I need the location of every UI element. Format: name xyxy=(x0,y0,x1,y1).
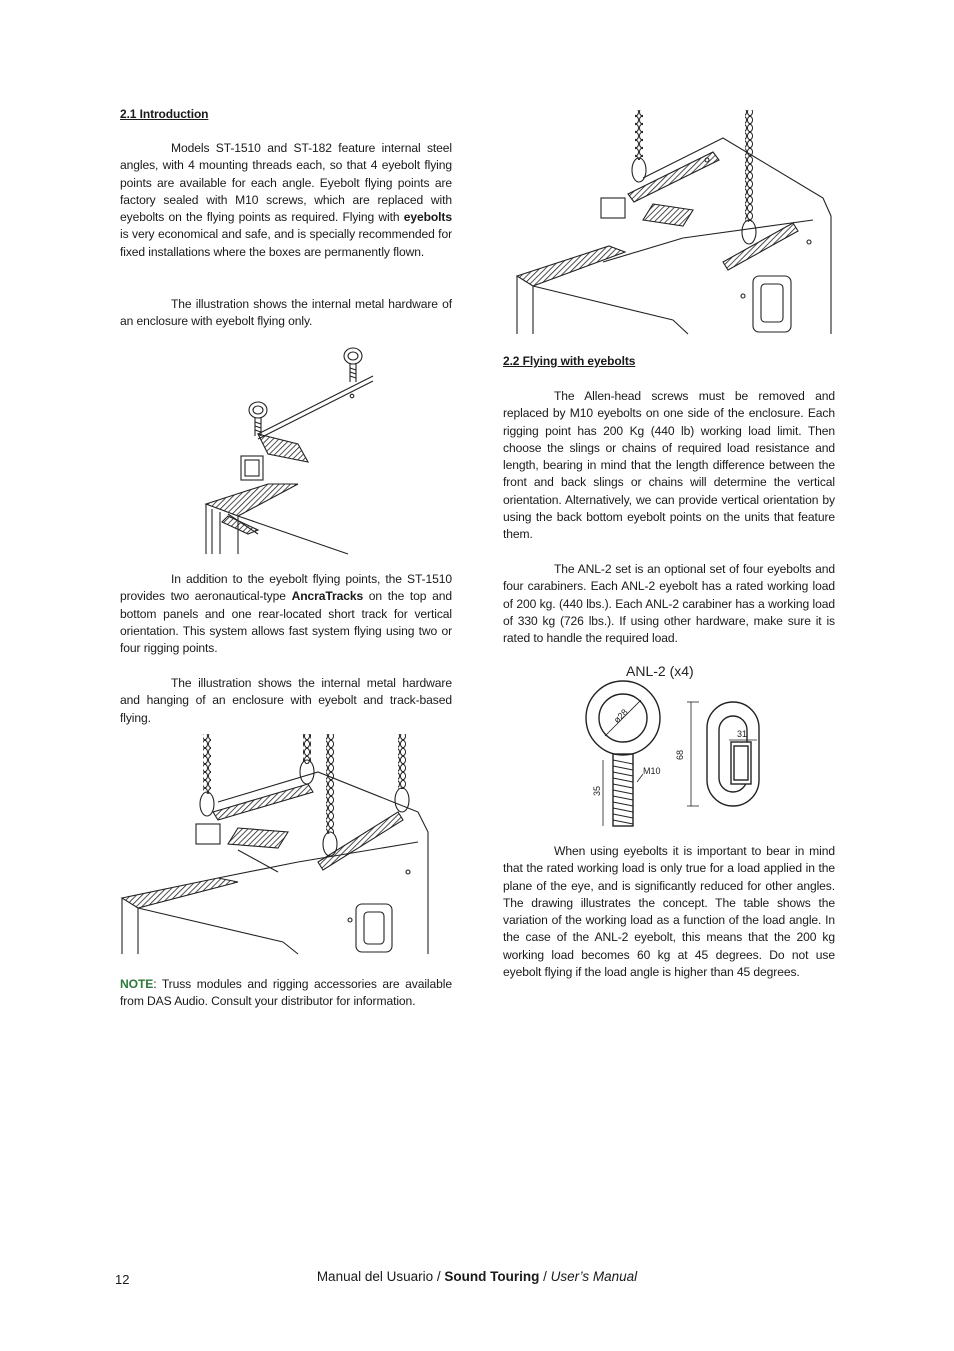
dim-thread: M10 xyxy=(643,766,661,776)
intro-paragraph-2: The illustration shows the internal metal hardware of an enclosure with eyebolt flying only. xyxy=(120,297,452,329)
track-flying-illustration xyxy=(118,732,438,958)
intro-paragraph-1: Models ST-1510 and ST-182 feature internal steel angles, with 4 mounting threads each, so that 4 eyebolt flying points are available for each angle. Eyebolt flying points are factory sealed with M10 screws, which are replaced with eyebolts on the flying points as required. Flying with eyebolts is very economical and safe, and is specially recommended for fixed installations where the boxes are permanently flown. xyxy=(120,141,452,259)
intro-paragraph-4: The illustration shows the internal metal hardware and hanging of an enclosure with eyebolt and track-based flying. xyxy=(120,676,452,725)
intro-paragraph-3: In addition to the eyebolt flying points, the ST-1510 provides two aeronautical-type AncraTracks on the top and bottom panels and one rear-located short track for vertical orientation. This system allows fast system flying using two or four rigging points. xyxy=(120,572,452,656)
page-number: 12 xyxy=(115,1272,130,1287)
section-heading-introduction: 2.1 Introduction xyxy=(120,107,209,121)
anl2-title: ANL-2 (x4) xyxy=(626,663,694,679)
dim-shank: 35 xyxy=(592,785,602,796)
dim-width: 31 xyxy=(737,729,748,739)
eyebolt-chain-flying-illustration xyxy=(513,108,833,336)
flying-paragraph-2: The ANL-2 set is an optional set of four eyebolts and four carabiners. Each ANL-2 eyebolt has a rated working load of 200 kg. (440 lbs.). Each ANL-2 carabiner has a working load of 330 kg (726 lbs.). If using other hardware, make sure it is rated to handle the required load. xyxy=(503,562,835,646)
flying-paragraph-1: The Allen-head screws must be removed and replaced by M10 eyebolts on one side of the enclosure. Each rigging point has 200 Kg (440 lb) working load limit. Then choose the slings or chains of required load resistance and length, bearing in mind that the length difference between the front and back slings or chains will determine the vertical orientation. Alternatively, we can provide vertical orientation by using the back bottom eyebolt points on the units that feature them. xyxy=(503,389,835,542)
section-heading-flying-with-eyebolts: 2.2 Flying with eyebolts xyxy=(503,354,636,368)
dim-eye-diameter: ø28 xyxy=(611,707,630,726)
note-paragraph: NOTE: Truss modules and rigging accessories are available from DAS Audio. Consult your distributor for information. xyxy=(120,977,452,1009)
dim-height: 68 xyxy=(675,749,685,760)
footer-manual-title: Manual del Usuario / Sound Touring / User’s Manual xyxy=(316,1269,638,1284)
flying-paragraph-3: When using eyebolts it is important to bear in mind that the rated working load is only true for a load applied in the plane of the eye, and is significantly reduced for other angles. The drawing illustrates the concept. The table shows the variation of the working load as a function of the load angle. In the case of the ANL-2 eyebolt, this means that the 200 kg working load becomes 60 kg at 45 degrees. Do not use eyebolt flying if the load angle is higher than 45 degrees. xyxy=(503,844,835,980)
eyebolt-hardware-illustration xyxy=(198,344,454,556)
anl2-set-diagram xyxy=(579,660,779,830)
